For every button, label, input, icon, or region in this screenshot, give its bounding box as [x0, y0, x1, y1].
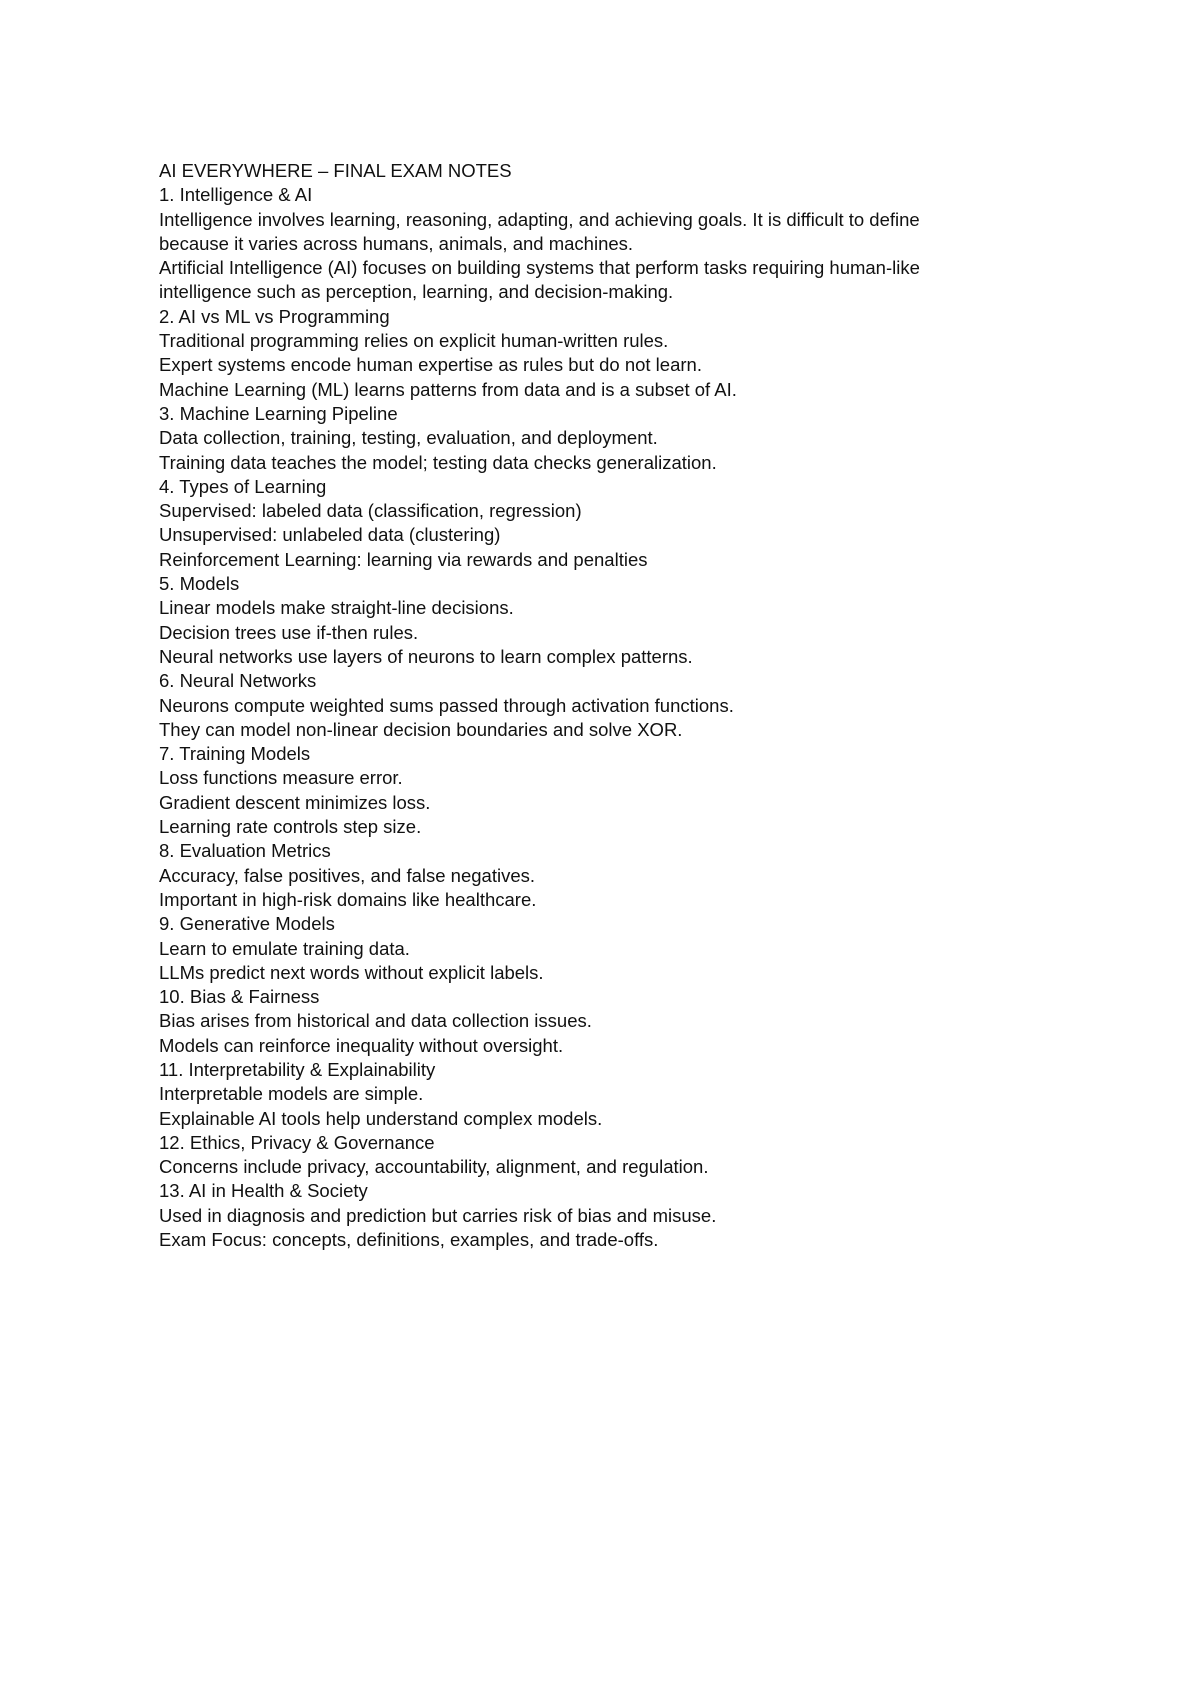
section-line: Explainable AI tools help understand complex models.: [159, 1107, 603, 1129]
document-title: AI EVERYWHERE – FINAL EXAM NOTES: [159, 160, 512, 181]
section-heading: 8. Evaluation Metrics: [159, 840, 331, 862]
section-line: They can model non-linear decision boundaries and solve XOR.: [159, 718, 683, 740]
section-line: Accuracy, false positives, and false negatives.: [159, 864, 536, 886]
section-ai-health-society: [159, 1179, 1059, 1252]
section-intelligence-ai: [159, 183, 1059, 304]
section-models: [159, 572, 1059, 669]
section-heading: 3. Machine Learning Pipeline: [159, 402, 398, 424]
section-line: LLMs predict next words without explicit labels.: [159, 961, 544, 983]
section-ml-pipeline: [159, 402, 1059, 475]
section-line: Interpretable models are simple.: [159, 1083, 424, 1105]
section-heading: 10. Bias & Fairness: [159, 986, 320, 1008]
section-generative-models: [159, 912, 1059, 985]
section-line: Bias arises from historical and data collection issues.: [159, 1010, 592, 1032]
section-line: Reinforcement Learning: learning via rewards and penalties: [159, 548, 648, 570]
section-training-models: [159, 742, 1059, 839]
section-heading: 9. Generative Models: [159, 913, 335, 935]
section-line: Intelligence involves learning, reasoning, adapting, and achieving goals. It is difficult to define: [159, 208, 920, 230]
section-neural-networks: [159, 669, 1059, 742]
section-line: Unsupervised: unlabeled data (clustering): [159, 524, 501, 546]
section-line: Used in diagnosis and prediction but carries risk of bias and misuse.: [159, 1204, 717, 1226]
section-types-of-learning: [159, 475, 1059, 572]
section-line: because it varies across humans, animals, and machines.: [159, 232, 634, 254]
section-heading: 5. Models: [159, 573, 240, 595]
section-line: Learn to emulate training data.: [159, 937, 410, 959]
section-line: Neural networks use layers of neurons to learn complex patterns.: [159, 645, 693, 667]
section-heading: 4. Types of Learning: [159, 475, 327, 497]
section-heading: 1. Intelligence & AI: [159, 184, 313, 206]
section-line: Training data teaches the model; testing data checks generalization.: [159, 451, 717, 473]
section-line: Expert systems encode human expertise as rules but do not learn.: [159, 354, 702, 376]
section-line: Linear models make straight-line decisions.: [159, 597, 514, 619]
section-heading: 12. Ethics, Privacy & Governance: [159, 1131, 435, 1153]
section-heading: 11. Interpretability & Explainability: [159, 1058, 436, 1080]
section-line: Exam Focus: concepts, definitions, examples, and trade-offs.: [159, 1229, 659, 1251]
section-line: Machine Learning (ML) learns patterns from data and is a subset of AI.: [159, 378, 737, 400]
section-line: Decision trees use if-then rules.: [159, 621, 419, 643]
section-ai-ml-programming: [159, 305, 1059, 402]
section-line: Models can reinforce inequality without oversight.: [159, 1034, 564, 1056]
section-heading: 13. AI in Health & Society: [159, 1180, 368, 1202]
notes-body: [159, 159, 1059, 1252]
section-line: intelligence such as perception, learning, and decision-making.: [159, 281, 674, 303]
section-ethics-privacy-governance: [159, 1131, 1059, 1180]
section-line: Important in high-risk domains like healthcare.: [159, 888, 537, 910]
section-line: Gradient descent minimizes loss.: [159, 791, 431, 813]
section-line: Supervised: labeled data (classification, regression): [159, 500, 582, 522]
section-interpretability: [159, 1058, 1059, 1131]
section-heading: 6. Neural Networks: [159, 670, 317, 692]
section-line: Artificial Intelligence (AI) focuses on building systems that perform tasks requiring human-like: [159, 257, 920, 279]
section-bias-fairness: [159, 985, 1059, 1058]
section-line: Traditional programming relies on explicit human-written rules.: [159, 330, 669, 352]
section-heading: 2. AI vs ML vs Programming: [159, 305, 390, 327]
section-heading: 7. Training Models: [159, 743, 311, 765]
section-evaluation-metrics: [159, 839, 1059, 912]
section-line: Concerns include privacy, accountability, alignment, and regulation.: [159, 1156, 709, 1178]
section-line: Data collection, training, testing, evaluation, and deployment.: [159, 427, 658, 449]
section-line: Loss functions measure error.: [159, 767, 403, 789]
section-line: Learning rate controls step size.: [159, 816, 422, 838]
section-line: Neurons compute weighted sums passed through activation functions.: [159, 694, 734, 716]
